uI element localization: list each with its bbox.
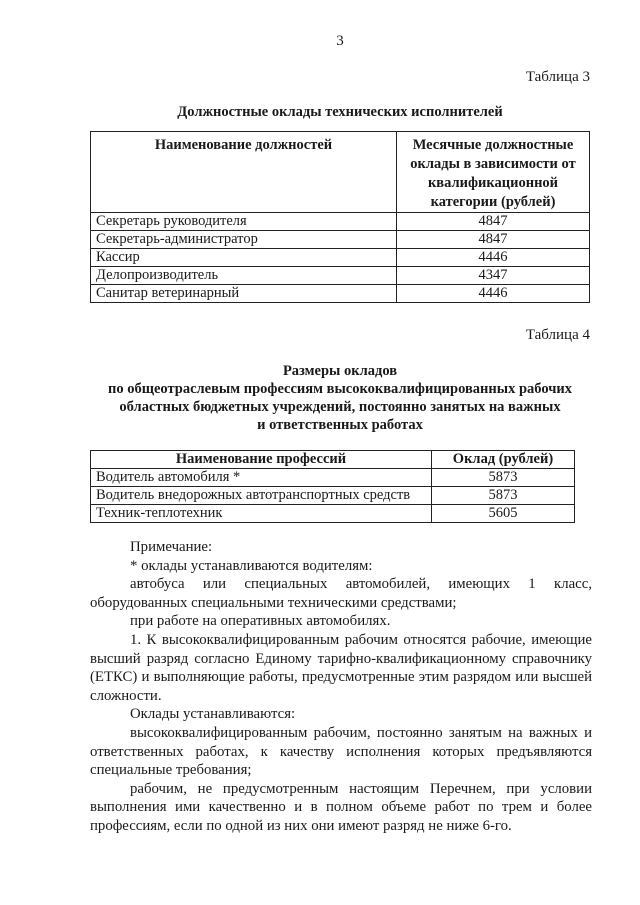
table-row [91,213,590,231]
table3-cell-salary: 4847 [397,231,590,249]
note-paragraph: при работе на оперативных автомобилях. [130,613,391,630]
notes-section [90,538,592,836]
table3-cell-position: Секретарь руководителя [91,213,397,231]
note-paragraph: рабочим, не предусмотренным настоящим Перечнем, при условии выполнения ими качественно и в полном объеме работ по трем и более профессиям, если по одной из них они имеют разряд не ниже 6-го. [90,780,592,834]
table3 [90,131,590,303]
table3-cell-salary: 4446 [397,249,590,267]
table-row [91,469,575,487]
table4-cell-profession: Техник-теплотехник [91,505,432,523]
table4-title [80,362,600,434]
table4-cell-profession: Водитель автомобиля * [91,469,432,487]
table3-header-row [91,132,590,213]
table4 [90,450,575,523]
page-number: 3 [336,33,344,49]
note-paragraph: * оклады устанавливаются водителям: [130,557,373,574]
table-row [91,285,590,303]
note-paragraph: высококвалифицированным рабочим, постоянно занятым на важных и ответственных работах, к качеству исполнения которых предъявляются специальные требования; [90,724,592,779]
table3-cell-position: Делопроизводитель [91,267,397,285]
table4-title-line: областных бюджетных учреждений, постоянно занятых на важных [119,399,561,415]
table4-cell-profession: Водитель внедорожных автотранспортных средств [91,487,432,505]
table3-header-salary: Месячные должностные оклады в зависимости от квалификационной категории (рублей) [397,132,590,213]
table4-caption: Таблица 4 [525,327,590,343]
table4-cell-salary: 5605 [432,505,575,523]
note-paragraph: 1. К высококвалифицированным рабочим относятся рабочие, имеющие высший разряд согласно Единому тарифно-квалификационному справочнику (ЕТКС) и выполняющие работы, предусмотренные этим разрядом или высшей сложности. [90,631,592,704]
table4-header-row [91,451,575,469]
table4-title-line: Размеры окладов [282,363,398,379]
table3-header-name: Наименование должностей [91,132,397,213]
table3-title: Должностные оклады технических исполнителей [177,104,503,120]
note-paragraph: Оклады устанавливаются: [130,706,296,723]
table4-cell-salary: 5873 [432,469,575,487]
table3-cell-position: Кассир [91,249,397,267]
table-row [91,249,590,267]
table-row [91,231,590,249]
table4-header-profession: Наименование профессий [91,451,432,469]
note-paragraph: автобуса или специальных автомобилей, имеющих 1 класс, оборудованных специальными техническими средствами; [90,576,592,611]
table-row [91,487,575,505]
table-row [91,267,590,285]
table-row [91,505,575,523]
table3-cell-position: Секретарь-администратор [91,231,397,249]
table3-cell-salary: 4847 [397,213,590,231]
table3-cell-salary: 4347 [397,267,590,285]
note-heading: Примечание: [130,539,213,555]
table4-title-line: по общеотраслевым профессиям высококвалифицированных рабочих [108,381,572,397]
table3-cell-salary: 4446 [397,285,590,303]
table3-cell-position: Санитар ветеринарный [91,285,397,303]
table4-title-line: и ответственных работах [257,417,423,433]
table3-caption: Таблица 3 [525,69,590,85]
table4-cell-salary: 5873 [432,487,575,505]
table4-header-salary: Оклад (рублей) [432,451,575,469]
